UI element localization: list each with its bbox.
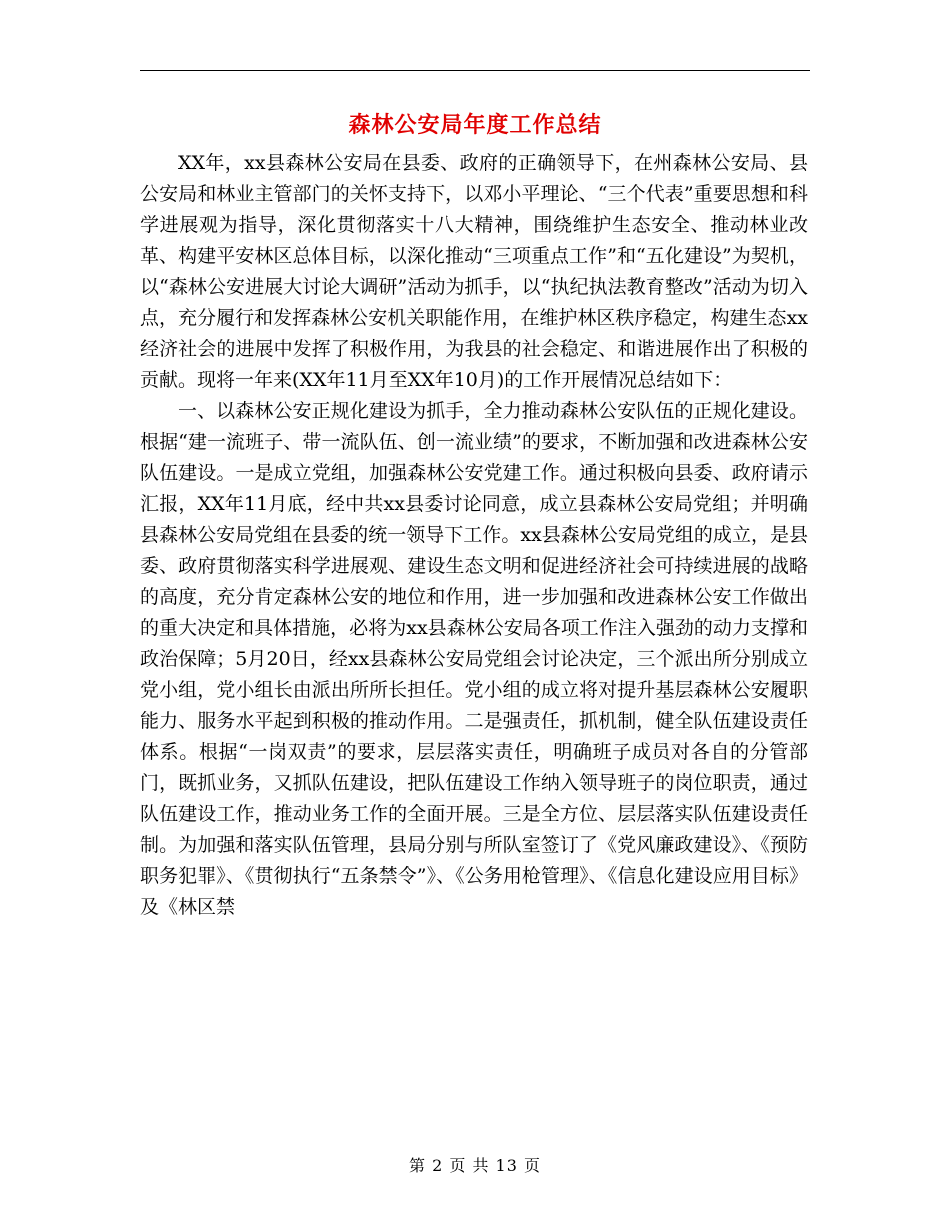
header-rule [140, 70, 810, 71]
document-body [140, 148, 808, 923]
document-title: 森林公安局年度工作总结 [348, 112, 602, 138]
paragraph-section-one: 一、以森林公安正规化建设为抓手，全力推动森林公安队伍的正规化建设。根据“建一流班子、带一流队伍、创一流业绩”的要求，不断加强和改进森林公安队伍建设。一是成立党组，加强森林公安党建工作。通过积极向县委、政府请示汇报，XX年11月底，经中共xx县委讨论同意，成立县森林公安局党组；并明确县森林公安局党组在县委的统一领导下工作。xx县森林公安局党组的成立，是县委、政府贯彻落实科学进展观、建设生态文明和促进经济社会可持续进展的战略的高度，充分肯定森林公安的地位和作用，进一步加强和改进森林公安工作做出的重大决定和具体措施，必将为xx县森林公安局各项工作注入强劲的动力支撑和政治保障；5月20日，经xx县森林公安局党组会讨论决定，三个派出所分别成立党小组，党小组长由派出所所长担任。党小组的成立将对提升基层森林公安履职能力、服务水平起到积极的推动作用。二是强责任，抓机制，健全队伍建设责任体系。根据“一岗双责”的要求，层层落实责任，明确班子成员对各自的分管部门，既抓业务，又抓队伍建设，把队伍建设工作纳入领导班子的岗位职责，通过队伍建设工作，推动业务工作的全面开展。三是全方位、层层落实队伍建设责任制。为加强和落实队伍管理，县局分别与所队室签订了《党风廉政建设》、《预防职务犯罪》、《贯彻执行“五条禁令”》、《公务用枪管理》、《信息化建设应用目标》及《林区禁 [140, 400, 808, 918]
page-number: 第 2 页 共 13 页 [409, 1156, 541, 1175]
paragraph-intro: XX年，xx县森林公安局在县委、政府的正确领导下，在州森林公安局、县公安局和林业主管部门的关怀支持下，以邓小平理论、“三个代表”重要思想和科学进展观为指导，深化贯彻落实十八大精神，围绕维护生态安全、推动林业改革、构建平安林区总体目标，以深化推动“三项重点工作”和“五化建设”为契机，以“森林公安进展大讨论大调研”活动为抓手，以“执纪执法教育整改”活动为切入点，充分履行和发挥森林公安机关职能作用，在维护林区秩序稳定，构建生态xx经济社会的进展中发挥了积极作用，为我县的社会稳定、和谐进展作出了积极的贡献。现将一年来(XX年11月至XX年10月)的工作开展情况总结如下： [140, 152, 808, 391]
